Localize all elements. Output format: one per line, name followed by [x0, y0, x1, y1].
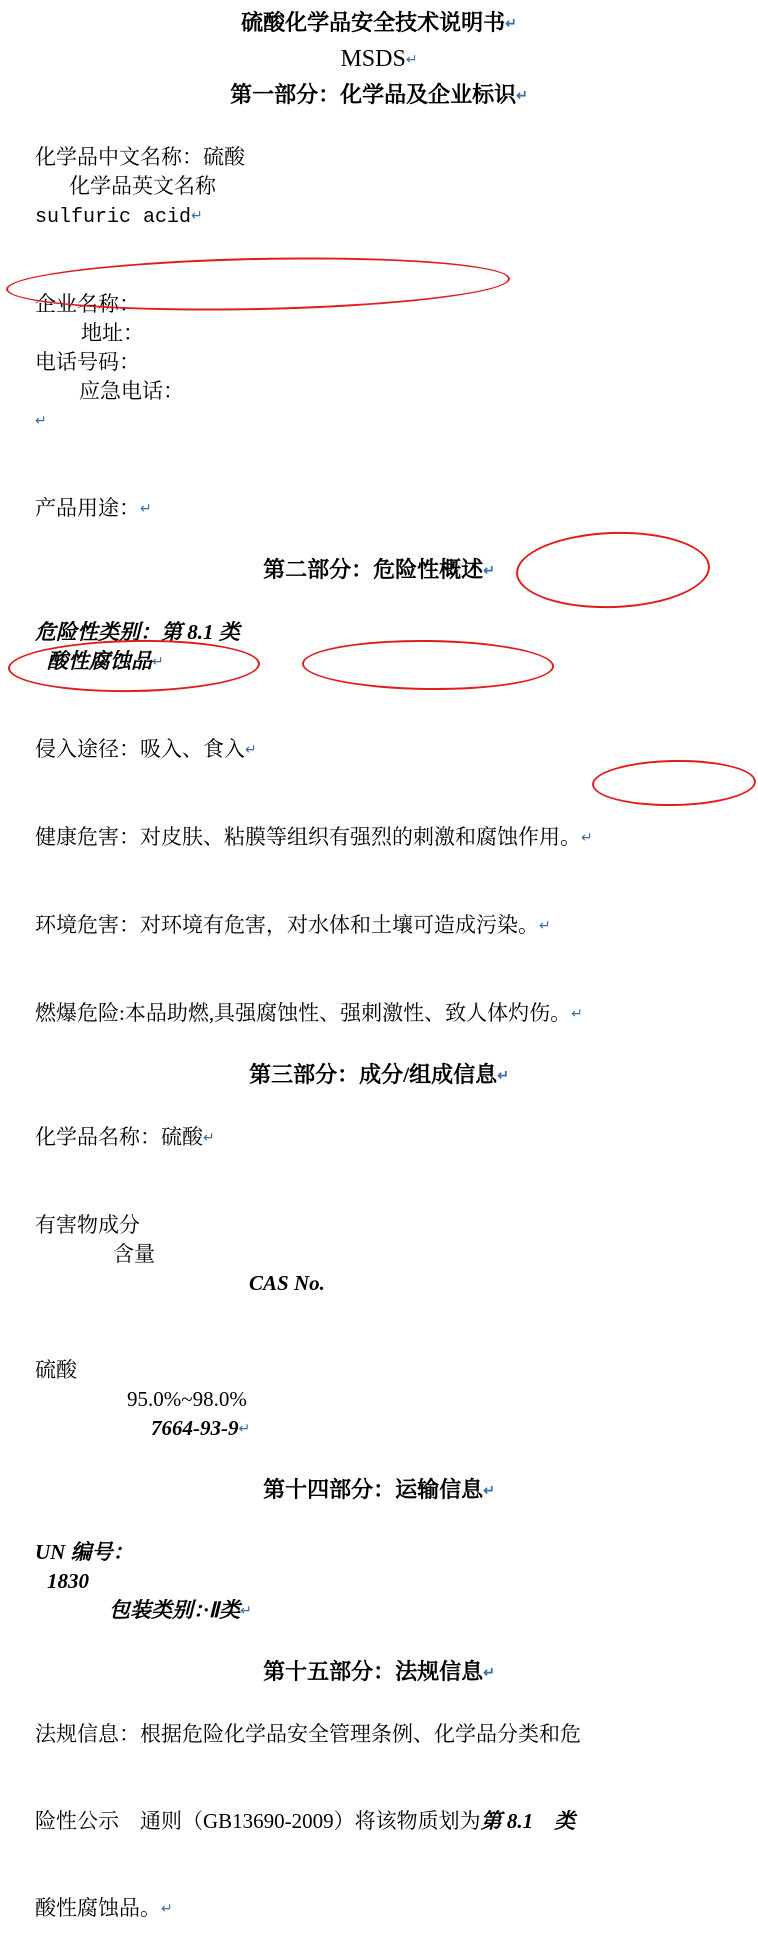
paragraph-mark-icon: ↵	[483, 564, 495, 579]
paragraph-mark-icon: ↵	[571, 1007, 583, 1022]
section-heading-15	[14, 1655, 744, 1691]
field-regulation-line-2	[14, 1778, 744, 1865]
field-company-contacts	[14, 261, 744, 465]
section-heading-14	[14, 1473, 744, 1509]
paragraph-mark-icon: ↵	[191, 209, 203, 224]
product-name-label: 化学品名称：	[35, 1125, 161, 1149]
content-value: 95.0%~98.0%	[127, 1387, 247, 1411]
paragraph-mark-icon: ↵	[35, 414, 47, 429]
route-value: 吸入、食入	[140, 737, 245, 761]
document-title	[14, 6, 744, 42]
emergency-phone-label: 应急电话：	[79, 379, 184, 403]
paragraph-mark-icon: ↵	[245, 743, 257, 758]
hazard-class-label: 危险性类别：	[35, 620, 161, 644]
paragraph-mark-icon: ↵	[483, 1666, 495, 1681]
field-health-hazard	[14, 794, 744, 882]
fire-value: 本品助燃,具强腐蚀性、强刺激性、致人体灼伤。	[124, 1001, 572, 1025]
section-heading-15-text: 第十五部分：法规信息	[263, 1659, 484, 1684]
packing-group-label: 包装类别：	[109, 1598, 204, 1622]
env-label: 环境危害：	[35, 913, 140, 937]
ingredient-header: 有害物成分	[35, 1213, 140, 1237]
hazard-class-name: 酸性腐蚀品	[47, 649, 152, 673]
route-label: 侵入途径：	[35, 737, 140, 761]
packing-group-value: ·Ⅱ类	[203, 1598, 241, 1622]
paragraph-mark-icon: ↵	[581, 831, 593, 846]
field-product-usage	[14, 465, 744, 553]
paragraph-mark-icon: ↵	[203, 1131, 215, 1146]
field-environment-hazard	[14, 882, 744, 970]
usage-label: 产品用途：	[35, 496, 140, 520]
section-heading-14-text: 第十四部分：运输信息	[263, 1477, 484, 1502]
regulation-line-2-text: 险性公示 通则（GB13690-2009）将该物质划为	[35, 1809, 481, 1833]
en-name-value: sulfuric acid	[35, 206, 192, 229]
section-heading-3-text: 第三部分：成分/组成信息	[249, 1062, 498, 1087]
field-chemical-names	[14, 114, 744, 261]
env-value: 对环境有危害，对水体和土壤可造成污染。	[140, 913, 539, 937]
paragraph-mark-icon: ↵	[505, 17, 517, 32]
field-product-name	[14, 1094, 744, 1182]
document-subtitle	[14, 42, 744, 78]
composition-table-header	[14, 1182, 744, 1327]
section-heading-3	[14, 1058, 744, 1094]
regulation-hazard-class: 第 8.1 类	[480, 1809, 576, 1833]
en-name-label: 化学品英文名称	[69, 174, 216, 198]
section-heading-2-text: 第二部分：危险性概述	[263, 557, 484, 582]
regulation-line-3-text: 酸性腐蚀品。	[35, 1896, 161, 1920]
field-fire-hazard	[14, 970, 744, 1058]
hazard-class-value: 第 8.1 类	[161, 620, 240, 644]
section-heading-2	[14, 553, 744, 589]
un-number-label: UN 编号：	[35, 1540, 134, 1564]
document-subtitle-text: MSDS	[340, 46, 406, 72]
paragraph-mark-icon: ↵	[483, 1484, 495, 1499]
document-title-text: 硫酸化学品安全技术说明书	[241, 10, 506, 35]
field-hazard-class	[14, 589, 744, 706]
health-value: 对皮肤、粘膜等组织有强烈的刺激和腐蚀作用。	[140, 825, 581, 849]
cas-header: CAS No.	[249, 1271, 325, 1295]
paragraph-mark-icon: ↵	[152, 655, 164, 670]
field-transport-info	[14, 1509, 744, 1655]
content-header: 含量	[113, 1242, 155, 1266]
paragraph-mark-icon: ↵	[497, 1069, 509, 1084]
section-heading-1	[14, 78, 744, 114]
regulation-line-1-text: 根据危险化学品安全管理条例、化学品分类和危	[140, 1722, 581, 1746]
cas-value: 7664-93-9	[151, 1416, 239, 1440]
un-number-value: 1830	[47, 1569, 89, 1593]
phone-label: 电话号码：	[35, 350, 140, 374]
product-name-value: 硫酸	[161, 1125, 203, 1149]
health-label: 健康危害：	[35, 825, 140, 849]
paragraph-mark-icon: ↵	[140, 502, 152, 517]
fire-label: 燃爆危险:	[35, 1001, 125, 1025]
paragraph-mark-icon: ↵	[405, 53, 418, 68]
cn-name-label: 化学品中文名称：	[35, 145, 203, 169]
paragraph-mark-icon: ↵	[516, 89, 528, 104]
cn-name-value: 硫酸	[203, 145, 245, 169]
address-label: 地址：	[81, 321, 144, 345]
field-exposure-route	[14, 706, 744, 794]
paragraph-mark-icon: ↵	[161, 1902, 173, 1917]
field-regulation-line-1	[14, 1691, 744, 1778]
field-regulation-line-3	[14, 1865, 744, 1953]
regulation-label: 法规信息：	[35, 1722, 140, 1746]
ingredient-value: 硫酸	[35, 1358, 77, 1382]
section-heading-1-text: 第一部分：化学品及企业标识	[230, 82, 517, 107]
paragraph-mark-icon: ↵	[240, 1604, 252, 1619]
paragraph-mark-icon: ↵	[238, 1422, 251, 1437]
composition-table-row	[14, 1327, 744, 1473]
company-label: 企业名称：	[35, 292, 140, 316]
paragraph-mark-icon: ↵	[539, 919, 551, 934]
